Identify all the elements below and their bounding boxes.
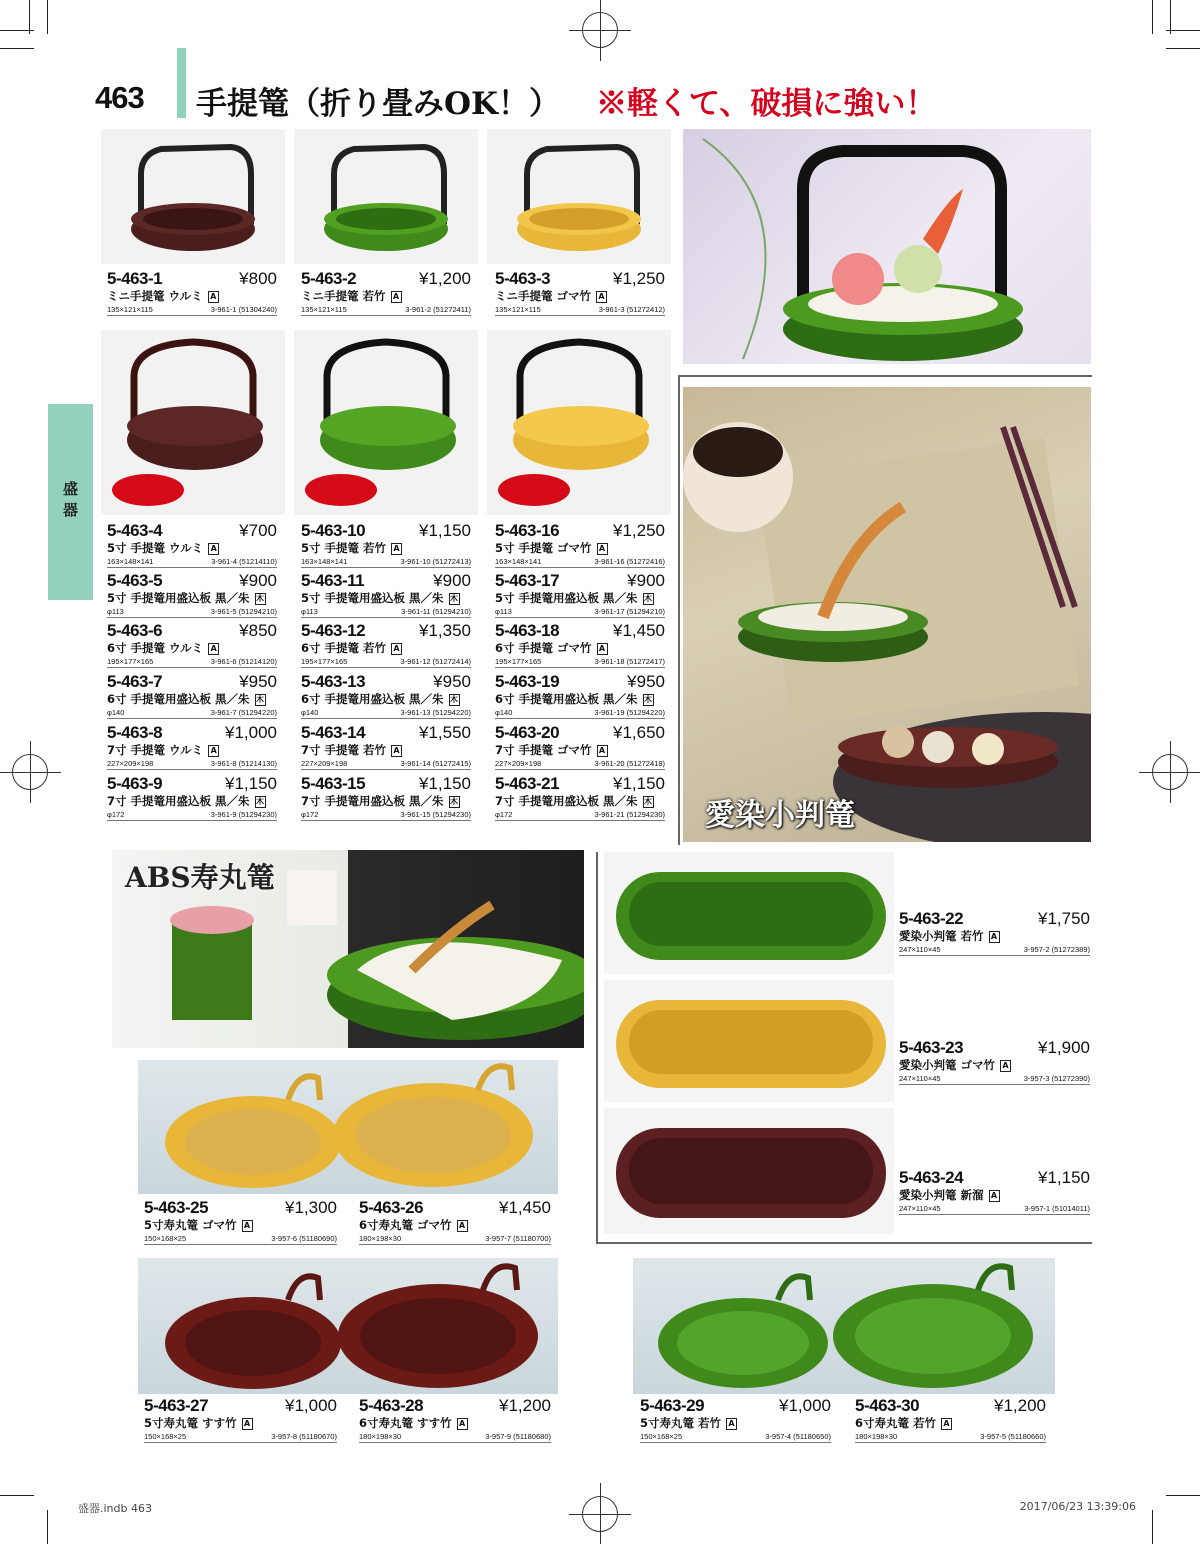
material-badge: 木: [450, 594, 459, 603]
product-reference: 3-961-21 (51294230): [594, 810, 665, 819]
product-price: ¥1,150: [613, 774, 665, 793]
product-entry: [495, 269, 665, 317]
product-photo: [604, 1108, 894, 1234]
product-name: 5寸寿丸篭 ゴマ竹 A: [144, 1217, 253, 1233]
product-reference: 3-961-13 (51294220): [400, 708, 471, 717]
product-code: 5-463-19: [495, 672, 560, 691]
product-photo: [487, 129, 671, 264]
product-name: 5寸寿丸篭 すす竹 A: [144, 1415, 253, 1431]
product-entry: [359, 1198, 551, 1246]
product-entry: [899, 909, 1090, 957]
product-code: 5-463-30: [855, 1396, 920, 1415]
material-badge: A: [242, 1220, 253, 1232]
product-entry: [301, 621, 471, 669]
product-name: 5寸寿丸篭 若竹 A: [640, 1415, 737, 1431]
product-photo: [138, 1060, 558, 1194]
product-price: ¥1,750: [1038, 909, 1090, 928]
product-code: 5-463-13: [301, 672, 366, 691]
footer-timestamp: 2017/06/23 13:39:06: [1019, 1500, 1136, 1513]
product-code: 5-463-29: [640, 1396, 705, 1415]
divider: [495, 769, 665, 770]
product-name: 7寸 手提篭 ウルミ A: [107, 742, 219, 758]
product-reference: 3-961-17 (51294210): [594, 607, 665, 616]
product-code: 5-463-21: [495, 774, 560, 793]
product-entry: [107, 269, 277, 317]
product-code: 5-463-20: [495, 723, 560, 742]
material-badge: A: [457, 1220, 468, 1232]
product-price: ¥1,300: [285, 1198, 337, 1217]
product-price: ¥1,200: [994, 1396, 1046, 1415]
product-dimensions: 150×168×25: [640, 1432, 683, 1441]
product-entry: [495, 723, 665, 771]
product-entry: [144, 1198, 337, 1246]
crop-mark: [1166, 48, 1200, 49]
product-code: 5-463-22: [899, 909, 964, 928]
material-badge: A: [391, 745, 402, 757]
product-dimensions: 227×209×198: [107, 759, 154, 768]
product-price: ¥900: [433, 571, 471, 590]
aizome-table-image: [683, 387, 1091, 842]
product-name: 5寸 手提篭用盛込板 黒／朱 木: [495, 591, 653, 605]
product-price: ¥1,450: [613, 621, 665, 640]
product-name: 5寸 手提篭 ウルミ A: [107, 540, 219, 556]
product-dimensions: 247×110×45: [899, 1074, 941, 1083]
product-reference: 3-957-5 (51180660): [980, 1432, 1046, 1441]
product-name: 7寸 手提篭用盛込板 黒／朱 木: [495, 794, 653, 808]
product-dimensions: 150×168×25: [144, 1234, 187, 1243]
product-price: ¥1,150: [419, 521, 471, 540]
divider: [107, 769, 277, 770]
product-price: ¥1,200: [419, 269, 471, 288]
product-reference: 3-961-7 (51294220): [210, 708, 277, 717]
product-name: 6寸寿丸篭 若竹 A: [855, 1415, 952, 1431]
divider: [301, 315, 471, 316]
product-entry: [855, 1396, 1046, 1444]
divider: [495, 667, 665, 668]
product-code: 5-463-2: [301, 269, 357, 288]
product-price: ¥1,200: [499, 1396, 551, 1415]
product-dimensions: 247×110×45: [899, 1204, 941, 1213]
product-name: 愛染小判篭 ゴマ竹 A: [899, 1057, 1011, 1073]
product-reference: 3-961-10 (51272413): [400, 557, 471, 566]
product-entry: [495, 672, 665, 720]
divider: [359, 1244, 551, 1245]
product-price: ¥900: [627, 571, 665, 590]
product-dimensions: 150×168×25: [144, 1432, 187, 1441]
product-reference: 3-957-8 (51180670): [271, 1432, 337, 1441]
page-number: 463: [95, 80, 144, 115]
product-reference: 3-961-16 (51272416): [594, 557, 665, 566]
product-photo: [294, 330, 478, 515]
registration-mark: [12, 754, 48, 790]
product-reference: 3-957-3 (51272390): [1023, 1074, 1090, 1083]
product-dimensions: 180×198×30: [359, 1234, 402, 1243]
product-code: 5-463-14: [301, 723, 366, 742]
divider: [301, 718, 471, 719]
product-price: ¥900: [239, 571, 277, 590]
material-badge: A: [597, 543, 608, 555]
material-badge: 木: [256, 797, 265, 806]
product-entry: [301, 521, 471, 569]
product-name: 6寸 手提篭 若竹 A: [301, 640, 402, 656]
product-reference: 3-961-8 (51214130): [210, 759, 277, 768]
title-accent-bar: [177, 48, 186, 118]
crop-mark: [47, 0, 48, 34]
product-entry: [107, 621, 277, 669]
product-price: ¥950: [627, 672, 665, 691]
oval-basket-shintame-image: [604, 1108, 894, 1234]
product-reference: 3-957-2 (51272389): [1023, 945, 1090, 954]
material-badge: A: [208, 745, 219, 757]
divider: [855, 1442, 1046, 1443]
registration-mark: [582, 1496, 618, 1532]
product-name: ミニ手提篭 ゴマ竹 A: [495, 288, 607, 304]
product-code: 5-463-4: [107, 521, 163, 540]
product-code: 5-463-6: [107, 621, 163, 640]
maru-basket-gomatake-image: [138, 1060, 558, 1194]
maru-basket-susutake-image: [138, 1258, 558, 1394]
material-badge: A: [597, 643, 608, 655]
product-code: 5-463-23: [899, 1038, 964, 1057]
product-reference: 3-961-14 (51272415): [400, 759, 471, 768]
divider: [495, 567, 665, 568]
product-name: 5寸 手提篭 若竹 A: [301, 540, 402, 556]
product-entry: [107, 571, 277, 619]
mini-basket-wakatake-image: [294, 129, 478, 264]
lifestyle-photo-tempura-basket: [683, 129, 1091, 364]
product-name: 6寸 手提篭 ゴマ竹 A: [495, 640, 608, 656]
product-entry: [301, 723, 471, 771]
product-code: 5-463-26: [359, 1198, 424, 1217]
product-dimensions: 195×177×165: [107, 657, 154, 666]
product-entry: [107, 521, 277, 569]
product-dimensions: 227×209×198: [495, 759, 542, 768]
product-reference: 3-961-5 (51294210): [210, 607, 277, 616]
product-dimensions: φ140: [495, 708, 513, 717]
product-code: 5-463-1: [107, 269, 163, 288]
product-name: 5寸 手提篭用盛込板 黒／朱 木: [107, 591, 265, 605]
photo-label-abs: ABS寿丸篭: [125, 861, 275, 894]
product-dimensions: 180×198×30: [359, 1432, 402, 1441]
product-code: 5-463-18: [495, 621, 560, 640]
material-badge: 木: [644, 594, 653, 603]
product-name: ミニ手提篭 ウルミ A: [107, 288, 219, 304]
product-reference: 3-961-20 (51272418): [594, 759, 665, 768]
product-price: ¥1,900: [1038, 1038, 1090, 1057]
divider: [359, 1442, 551, 1443]
material-badge: A: [941, 1418, 952, 1430]
category-tab-label: 盛器: [61, 481, 79, 523]
divider: [899, 1084, 1090, 1085]
material-badge: A: [726, 1418, 737, 1430]
crop-mark: [47, 1510, 48, 1544]
product-name: 愛染小判篭 若竹 A: [899, 928, 1000, 944]
product-code: 5-463-15: [301, 774, 366, 793]
product-price: ¥1,250: [613, 269, 665, 288]
product-price: ¥950: [239, 672, 277, 691]
product-price: ¥950: [433, 672, 471, 691]
product-reference: 3-957-7 (51180700): [485, 1234, 551, 1243]
product-name: 7寸 手提篭用盛込板 黒／朱 木: [107, 794, 265, 808]
product-name: 6寸 手提篭 ウルミ A: [107, 640, 219, 656]
product-entry: [144, 1396, 337, 1444]
product-dimensions: φ113: [107, 607, 124, 616]
product-photo: [604, 980, 894, 1102]
divider: [107, 617, 277, 618]
divider: [144, 1442, 337, 1443]
frame-line: [678, 375, 680, 845]
product-entry: [495, 571, 665, 619]
product-dimensions: 227×209×198: [301, 759, 348, 768]
crop-mark: [1166, 1495, 1200, 1496]
product-entry: [495, 521, 665, 569]
divider: [107, 567, 277, 568]
product-entry: [640, 1396, 831, 1444]
product-name: 6寸 手提篭用盛込板 黒／朱 木: [301, 692, 459, 706]
product-code: 5-463-9: [107, 774, 163, 793]
hand-basket-urumi-image: [101, 330, 285, 515]
divider: [107, 820, 277, 821]
product-reference: 3-961-2 (51272411): [405, 305, 471, 314]
frame-line: [678, 375, 1092, 377]
crop-mark: [1152, 1510, 1153, 1544]
product-entry: [495, 621, 665, 669]
divider: [495, 617, 665, 618]
crop-mark: [0, 1495, 34, 1496]
material-badge: A: [391, 643, 402, 655]
product-price: ¥1,450: [499, 1198, 551, 1217]
material-badge: A: [1000, 1060, 1011, 1072]
product-code: 5-463-10: [301, 521, 366, 540]
product-reference: 3-957-4 (51180650): [765, 1432, 831, 1441]
product-code: 5-463-7: [107, 672, 163, 691]
product-code: 5-463-16: [495, 521, 560, 540]
material-badge: 木: [450, 695, 459, 704]
product-name: 5寸 手提篭 ゴマ竹 A: [495, 540, 608, 556]
material-badge: 木: [450, 797, 459, 806]
product-photo: [101, 129, 285, 264]
divider: [301, 617, 471, 618]
maru-basket-wakatake-image: [633, 1258, 1055, 1394]
product-dimensions: 180×198×30: [855, 1432, 898, 1441]
product-entry: [899, 1168, 1090, 1216]
registration-mark: [1152, 754, 1188, 790]
product-dimensions: 163×148×141: [107, 557, 154, 566]
divider: [640, 1442, 831, 1443]
product-dimensions: 135×121×115: [107, 305, 153, 314]
material-badge: A: [989, 931, 1000, 943]
product-dimensions: φ113: [301, 607, 318, 616]
material-badge: A: [596, 291, 607, 303]
material-badge: A: [457, 1418, 468, 1430]
mini-basket-urumi-image: [101, 129, 285, 264]
product-entry: [301, 269, 471, 317]
product-name: 6寸寿丸篭 すす竹 A: [359, 1415, 468, 1431]
product-entry: [359, 1396, 551, 1444]
footer-filename: 盛器.indb 463: [78, 1502, 152, 1515]
hand-basket-wakatake-image: [294, 330, 478, 515]
product-reference: 3-957-9 (51180680): [485, 1432, 551, 1441]
product-reference: 3-957-6 (51180690): [271, 1234, 337, 1243]
oval-basket-gomatake-image: [604, 980, 894, 1102]
product-price: ¥850: [239, 621, 277, 640]
frame-line: [596, 852, 598, 1244]
product-reference: 3-961-9 (51294230): [210, 810, 277, 819]
crop-mark: [0, 48, 34, 49]
divider: [107, 667, 277, 668]
product-photo: [101, 330, 285, 515]
crop-mark: [29, 0, 30, 34]
product-code: 5-463-3: [495, 269, 551, 288]
product-price: ¥1,150: [225, 774, 277, 793]
material-badge: A: [391, 291, 402, 303]
product-price: ¥1,650: [613, 723, 665, 742]
hand-basket-gomatake-image: [487, 330, 671, 515]
product-reference: 3-961-6 (51214120): [210, 657, 277, 666]
product-code: 5-463-25: [144, 1198, 209, 1217]
product-dimensions: φ113: [495, 607, 512, 616]
product-price: ¥1,250: [613, 521, 665, 540]
product-dimensions: φ172: [301, 810, 319, 819]
product-name: 5寸 手提篭用盛込板 黒／朱 木: [301, 591, 459, 605]
product-name: 6寸 手提篭用盛込板 黒／朱 木: [495, 692, 653, 706]
product-photo: [294, 129, 478, 264]
product-photo: [604, 852, 894, 974]
product-reference: 3-961-12 (51272414): [400, 657, 471, 666]
product-dimensions: 135×121×115: [495, 305, 541, 314]
product-photo: [633, 1258, 1055, 1394]
product-price: ¥800: [239, 269, 277, 288]
product-code: 5-463-11: [301, 571, 365, 590]
product-code: 5-463-28: [359, 1396, 424, 1415]
material-badge: A: [208, 643, 219, 655]
product-dimensions: 163×148×141: [495, 557, 542, 566]
tempura-basket-image: [683, 129, 1091, 364]
product-reference: 3-961-15 (51294230): [400, 810, 471, 819]
product-name: 6寸 手提篭用盛込板 黒／朱 木: [107, 692, 265, 706]
crop-mark: [1170, 0, 1171, 34]
product-dimensions: φ172: [495, 810, 513, 819]
product-code: 5-463-27: [144, 1396, 209, 1415]
divider: [899, 1214, 1090, 1215]
mini-basket-gomatake-image: [487, 129, 671, 264]
product-price: ¥700: [239, 521, 277, 540]
material-badge: A: [597, 745, 608, 757]
product-reference: 3-961-1 (51304240): [210, 305, 277, 314]
product-reference: 3-961-3 (51272412): [598, 305, 665, 314]
product-dimensions: φ140: [107, 708, 125, 717]
divider: [301, 820, 471, 821]
divider: [301, 769, 471, 770]
product-dimensions: 247×110×45: [899, 945, 941, 954]
product-entry: [495, 774, 665, 822]
product-dimensions: 195×177×165: [495, 657, 542, 666]
photo-label-aizome: 愛染小判篭: [705, 798, 855, 833]
product-entry: [301, 571, 471, 619]
material-badge: A: [242, 1418, 253, 1430]
product-price: ¥1,000: [225, 723, 277, 742]
divider: [301, 567, 471, 568]
product-code: 5-463-8: [107, 723, 163, 742]
crop-mark: [1152, 0, 1153, 34]
product-code: 5-463-17: [495, 571, 560, 590]
divider: [107, 718, 277, 719]
material-badge: 木: [644, 797, 653, 806]
product-entry: [301, 672, 471, 720]
product-price: ¥1,550: [419, 723, 471, 742]
product-code: 5-463-5: [107, 571, 163, 590]
product-reference: 3-961-4 (51214110): [211, 557, 277, 566]
category-tab: [48, 404, 93, 600]
divider: [495, 315, 665, 316]
divider: [899, 955, 1090, 956]
material-badge: 木: [256, 695, 265, 704]
product-photo: [487, 330, 671, 515]
product-price: ¥1,150: [1038, 1168, 1090, 1187]
product-reference: 3-957-1 (51014011): [1024, 1204, 1090, 1213]
product-price: ¥1,350: [419, 621, 471, 640]
product-entry: [899, 1038, 1090, 1086]
product-price: ¥1,000: [285, 1396, 337, 1415]
registration-mark: [582, 12, 618, 48]
product-code: 5-463-12: [301, 621, 366, 640]
material-badge: A: [208, 543, 219, 555]
product-entry: [107, 672, 277, 720]
product-entry: [107, 774, 277, 822]
divider: [301, 667, 471, 668]
product-photo: [138, 1258, 558, 1394]
material-badge: 木: [644, 695, 653, 704]
material-badge: 木: [256, 594, 265, 603]
page-title: 手提篭（折り畳みOK！）: [196, 86, 560, 122]
product-dimensions: 195×177×165: [301, 657, 348, 666]
product-dimensions: φ172: [107, 810, 125, 819]
product-name: 7寸 手提篭用盛込板 黒／朱 木: [301, 794, 459, 808]
lifestyle-photo-aizome: [683, 387, 1091, 842]
page-subtitle: ※軽くて、破損に強い！: [596, 86, 937, 122]
product-price: ¥1,000: [779, 1396, 831, 1415]
material-badge: A: [391, 543, 402, 555]
product-name: 7寸 手提篭 若竹 A: [301, 742, 402, 758]
product-name: 愛染小判篭 新溜 A: [899, 1187, 1000, 1203]
product-entry: [301, 774, 471, 822]
product-dimensions: φ140: [301, 708, 319, 717]
material-badge: A: [208, 291, 219, 303]
product-entry: [107, 723, 277, 771]
product-name: 7寸 手提篭 ゴマ竹 A: [495, 742, 608, 758]
oval-basket-wakatake-image: [604, 852, 894, 974]
divider: [107, 315, 277, 316]
divider: [144, 1244, 337, 1245]
divider: [495, 820, 665, 821]
product-name: 6寸寿丸篭 ゴマ竹 A: [359, 1217, 468, 1233]
divider: [495, 718, 665, 719]
product-dimensions: 163×148×141: [301, 557, 348, 566]
product-price: ¥1,150: [419, 774, 471, 793]
material-badge: A: [989, 1190, 1000, 1202]
product-reference: 3-961-19 (51294220): [594, 708, 665, 717]
product-code: 5-463-24: [899, 1168, 964, 1187]
frame-line: [596, 1242, 1092, 1244]
product-reference: 3-961-11 (51294210): [401, 607, 471, 616]
crop-mark: [1166, 30, 1200, 31]
product-dimensions: 135×121×115: [301, 305, 347, 314]
product-name: ミニ手提篭 若竹 A: [301, 288, 402, 304]
product-reference: 3-961-18 (51272417): [594, 657, 665, 666]
